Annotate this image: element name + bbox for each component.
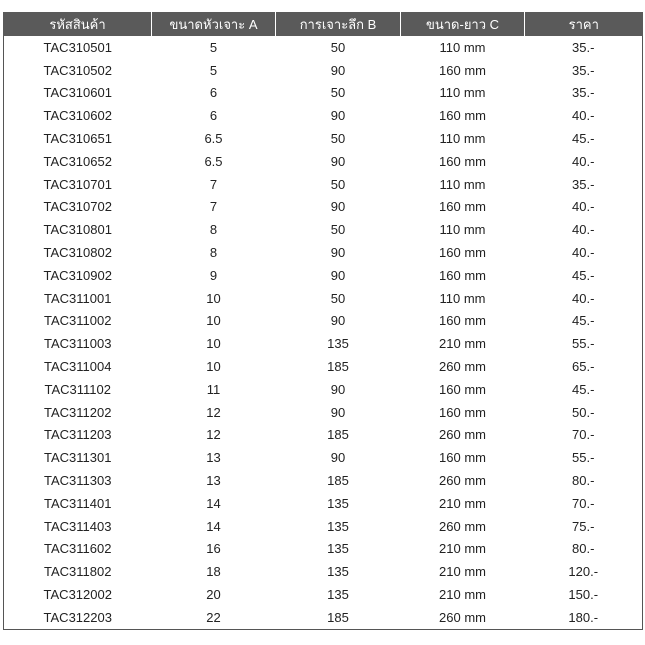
cell-drill-depth: 50 [330, 176, 346, 192]
cell-product-code: TAC311602 [4, 538, 152, 561]
cell-product-code: TAC311303 [4, 469, 152, 492]
cell-drill-depth: 135 [327, 564, 349, 580]
table-row [4, 355, 643, 378]
cell-drill-depth: 90 [330, 404, 346, 420]
cell-bit-size: 6.5 [204, 153, 223, 169]
cell-product-code: TAC311403 [4, 515, 152, 538]
table-row [4, 241, 643, 264]
cell-bit-size: 6.5 [204, 131, 223, 147]
cell-drill-depth: 90 [330, 108, 346, 124]
cell-price: 55.- [525, 332, 643, 355]
cell-length: 110 mm [439, 131, 486, 147]
cell-product-code: TAC310602 [4, 104, 152, 127]
cell-length: 110 mm [439, 39, 486, 55]
cell-price: 45.- [525, 310, 643, 333]
table-row [4, 36, 643, 59]
cell-bit-size: 9 [209, 267, 218, 283]
table-row [4, 218, 643, 241]
cell-product-code: TAC311802 [4, 560, 152, 583]
cell-price: 70.- [525, 492, 643, 515]
cell-product-code: TAC310651 [4, 127, 152, 150]
cell-price: 40.- [525, 150, 643, 173]
cell-price: 80.- [525, 538, 643, 561]
cell-product-code: TAC310502 [4, 59, 152, 82]
cell-length: 160 mm [439, 153, 486, 169]
cell-price: 150.- [525, 583, 643, 606]
cell-length: 160 mm [439, 199, 486, 215]
table-row [4, 264, 643, 287]
cell-product-code: TAC311002 [4, 310, 152, 333]
cell-price: 80.- [525, 469, 643, 492]
cell-length: 160 mm [439, 404, 486, 420]
cell-product-code: TAC310902 [4, 264, 152, 287]
cell-price: 50.- [525, 401, 643, 424]
cell-length: 160 mm [439, 245, 486, 261]
cell-length: 260 mm [401, 606, 525, 629]
table-row [4, 150, 643, 173]
cell-price: 35.- [525, 59, 643, 82]
cell-bit-size: 10 [206, 313, 221, 329]
cell-bit-size: 7 [209, 199, 218, 215]
table-row [4, 606, 643, 629]
cell-drill-depth: 50 [330, 39, 346, 55]
cell-product-code: TAC310601 [4, 82, 152, 105]
header-length: ขนาด-ยาว C [401, 12, 525, 36]
cell-product-code: TAC310801 [4, 218, 152, 241]
cell-bit-size: 8 [209, 245, 218, 261]
cell-price: 75.- [525, 515, 643, 538]
cell-bit-size: 14 [206, 495, 221, 511]
cell-product-code: TAC310501 [4, 36, 152, 59]
cell-drill-depth: 90 [330, 450, 346, 466]
cell-bit-size: 7 [209, 176, 218, 192]
cell-price: 40.- [525, 241, 643, 264]
cell-length: 110 mm [439, 222, 486, 238]
table-row [4, 104, 643, 127]
cell-drill-depth: 135 [327, 587, 349, 603]
cell-price: 45.- [525, 127, 643, 150]
table-row [4, 82, 643, 105]
cell-bit-size: 10 [206, 290, 221, 306]
cell-bit-size: 11 [206, 381, 221, 397]
table-row [4, 287, 643, 310]
cell-product-code: TAC310652 [4, 150, 152, 173]
cell-product-code: TAC311301 [4, 446, 152, 469]
cell-drill-depth: 90 [330, 62, 346, 78]
table-row [4, 515, 643, 538]
header-drill-depth: การเจาะลึก B [276, 12, 401, 36]
cell-bit-size: 10 [206, 336, 221, 352]
cell-bit-size: 20 [206, 587, 221, 603]
cell-product-code: TAC310702 [4, 196, 152, 219]
cell-drill-depth: 90 [330, 267, 346, 283]
cell-length: 260 mm [439, 359, 486, 375]
cell-drill-depth: 135 [327, 541, 349, 557]
cell-drill-depth: 50 [330, 222, 346, 238]
cell-length: 210 mm [439, 336, 486, 352]
cell-length: 160 mm [439, 381, 486, 397]
cell-length: 210 mm [439, 587, 486, 603]
table-body [4, 36, 643, 629]
table-row [4, 173, 643, 196]
cell-price: 65.- [525, 355, 643, 378]
cell-price: 35.- [525, 36, 643, 59]
cell-product-code: TAC312203 [4, 606, 152, 629]
cell-bit-size: 12 [206, 404, 221, 420]
cell-product-code: TAC311203 [4, 424, 152, 447]
table-row [4, 492, 643, 515]
table-row [4, 59, 643, 82]
cell-price: 40.- [525, 104, 643, 127]
cell-price: 35.- [525, 82, 643, 105]
cell-product-code: TAC311001 [4, 287, 152, 310]
table-header [4, 12, 643, 36]
cell-length: 160 mm [439, 313, 486, 329]
cell-drill-depth: 185 [276, 606, 401, 629]
cell-length: 260 mm [439, 473, 486, 489]
cell-bit-size: 22 [152, 606, 276, 629]
cell-length: 160 mm [439, 267, 486, 283]
cell-length: 110 mm [439, 290, 486, 306]
price-table-container [3, 12, 642, 630]
header-price: ราคา [525, 12, 643, 36]
cell-price: 40.- [525, 287, 643, 310]
cell-product-code: TAC312002 [4, 583, 152, 606]
cell-bit-size: 8 [209, 222, 218, 238]
cell-length: 210 mm [439, 495, 486, 511]
cell-price: 45.- [525, 264, 643, 287]
cell-price: 120.- [525, 560, 643, 583]
cell-product-code: TAC311102 [4, 378, 152, 401]
cell-drill-depth: 135 [327, 336, 349, 352]
price-table [3, 12, 643, 630]
table-row [4, 378, 643, 401]
cell-product-code: TAC311003 [4, 332, 152, 355]
cell-product-code: TAC310701 [4, 173, 152, 196]
cell-bit-size: 5 [209, 39, 218, 55]
cell-length: 110 mm [439, 176, 486, 192]
table-row [4, 401, 643, 424]
cell-drill-depth: 135 [327, 495, 349, 511]
cell-drill-depth: 50 [330, 290, 346, 306]
cell-price: 40.- [525, 218, 643, 241]
header-product-code: รหัสสินค้า [4, 12, 152, 36]
cell-drill-depth: 90 [330, 153, 346, 169]
cell-bit-size: 5 [209, 62, 218, 78]
cell-bit-size: 18 [206, 564, 221, 580]
cell-length: 160 mm [439, 62, 486, 78]
cell-drill-depth: 90 [330, 199, 346, 215]
table-row [4, 424, 643, 447]
cell-bit-size: 14 [206, 518, 221, 534]
table-row [4, 560, 643, 583]
cell-bit-size: 6 [209, 85, 218, 101]
header-bit-size: ขนาดหัวเจาะ A [152, 12, 276, 36]
cell-product-code: TAC311401 [4, 492, 152, 515]
cell-length: 210 mm [439, 541, 486, 557]
cell-drill-depth: 185 [327, 473, 349, 489]
cell-price: 35.- [525, 173, 643, 196]
cell-price: 40.- [525, 196, 643, 219]
cell-length: 160 mm [439, 108, 486, 124]
cell-price: 70.- [525, 424, 643, 447]
cell-length: 110 mm [439, 85, 486, 101]
cell-bit-size: 12 [206, 427, 221, 443]
table-row [4, 469, 643, 492]
cell-drill-depth: 185 [327, 427, 349, 443]
cell-length: 260 mm [439, 518, 486, 534]
cell-bit-size: 13 [206, 450, 221, 466]
cell-bit-size: 13 [206, 473, 221, 489]
header-row [4, 12, 643, 36]
cell-length: 160 mm [439, 450, 486, 466]
cell-price: 180.- [525, 606, 643, 629]
table-row [4, 332, 643, 355]
cell-drill-depth: 90 [330, 381, 346, 397]
cell-product-code: TAC311202 [4, 401, 152, 424]
cell-drill-depth: 50 [330, 131, 346, 147]
cell-bit-size: 10 [206, 359, 221, 375]
cell-product-code: TAC311004 [4, 355, 152, 378]
cell-drill-depth: 90 [330, 313, 346, 329]
cell-length: 210 mm [439, 564, 486, 580]
table-row [4, 446, 643, 469]
cell-bit-size: 16 [206, 541, 221, 557]
table-row [4, 196, 643, 219]
cell-product-code: TAC310802 [4, 241, 152, 264]
cell-price: 55.- [525, 446, 643, 469]
cell-drill-depth: 135 [327, 518, 349, 534]
cell-drill-depth: 90 [330, 245, 346, 261]
table-row [4, 127, 643, 150]
cell-length: 260 mm [439, 427, 486, 443]
table-row [4, 583, 643, 606]
cell-price: 45.- [525, 378, 643, 401]
cell-bit-size: 6 [209, 108, 218, 124]
cell-drill-depth: 185 [327, 359, 349, 375]
cell-drill-depth: 50 [330, 85, 346, 101]
table-row [4, 538, 643, 561]
table-row [4, 310, 643, 333]
